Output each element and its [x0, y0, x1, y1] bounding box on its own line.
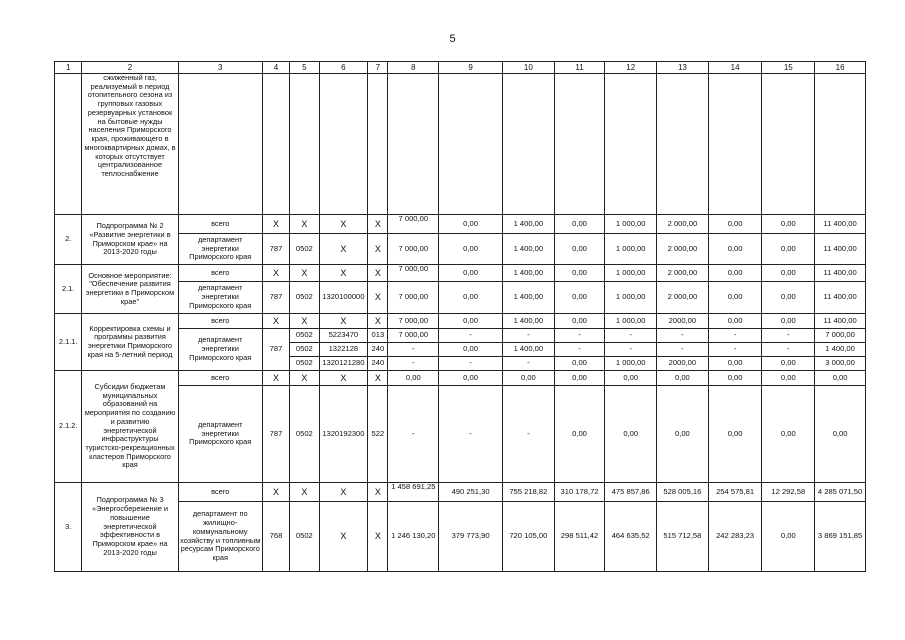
- value-cell: -: [657, 329, 709, 343]
- value-cell: -: [762, 343, 815, 357]
- value-cell: -: [554, 343, 605, 357]
- code-cell: 522: [368, 386, 388, 483]
- page-number: 5: [449, 33, 456, 45]
- code-cell: Х: [319, 502, 368, 572]
- col-header: 16: [815, 62, 866, 74]
- value-cell: 0,00: [657, 386, 709, 483]
- value-cell: -: [708, 329, 762, 343]
- code-cell: 5223470: [319, 329, 368, 343]
- value-cell: 0,00: [815, 371, 866, 386]
- value-cell: 0,00: [815, 386, 866, 483]
- value-cell: 1 000,00: [605, 234, 657, 265]
- value-cell: 254 575,81: [708, 483, 762, 502]
- value-cell: -: [439, 329, 503, 343]
- executor-cell: департамент по жилищно-коммунальному хозяйству и топливным ресурсам Приморского края: [178, 502, 262, 572]
- value-cell: 0,00: [439, 343, 503, 357]
- code-cell: 240: [368, 343, 388, 357]
- value-cell: 0,00: [708, 282, 762, 314]
- value-cell: 464 635,52: [605, 502, 657, 572]
- value-cell: 1 246 130,20: [388, 502, 439, 572]
- value-cell: 1 400,00: [503, 234, 555, 265]
- value-cell: 1 000,00: [605, 282, 657, 314]
- value-cell: 720 105,00: [503, 502, 555, 572]
- value-cell: -: [503, 329, 555, 343]
- code-cell: Х: [290, 215, 319, 234]
- code-cell: 0502: [290, 329, 319, 343]
- value-cell: -: [388, 357, 439, 371]
- code-cell: 0502: [290, 357, 319, 371]
- value-cell: 7 000,00: [815, 329, 866, 343]
- value-cell: 755 218,82: [503, 483, 555, 502]
- code-cell: Х: [368, 483, 388, 502]
- budget-table: [54, 61, 866, 572]
- value-cell: 0,00: [762, 386, 815, 483]
- col-header: 1: [55, 62, 82, 74]
- value-cell: 310 178,72: [554, 483, 605, 502]
- value-cell: 298 511,42: [554, 502, 605, 572]
- value-cell: 1 400,00: [503, 265, 555, 282]
- code-cell: Х: [319, 314, 368, 329]
- row-number: 3.: [55, 483, 82, 572]
- value-cell: 379 773,90: [439, 502, 503, 572]
- code-cell: Х: [319, 265, 368, 282]
- code-cell: 0502: [290, 234, 319, 265]
- value-cell: 0,00: [554, 282, 605, 314]
- executor-cell: всего: [178, 265, 262, 282]
- executor-cell: департамент энергетики Приморского края: [178, 282, 262, 314]
- value-cell: 11 400,00: [815, 215, 866, 234]
- value-cell: 11 400,00: [815, 314, 866, 329]
- col-header: 8: [388, 62, 439, 74]
- value-cell: 0,00: [439, 215, 503, 234]
- value-cell: 0,00: [388, 371, 439, 386]
- value-cell: 0,00: [708, 386, 762, 483]
- code-cell: Х: [319, 483, 368, 502]
- value-cell: 7 000,00: [388, 265, 439, 282]
- col-header: 10: [503, 62, 555, 74]
- code-cell: 0502: [290, 343, 319, 357]
- row-name: сжиженный газ, реализуемый в период отопительного сезона из групповых газовых резервуарных установок на бытовые нужды населения Приморского края, проживающего в многоквартирных домах, в которых отсутствует централизованное теплоснабжение: [82, 74, 178, 215]
- executor-cell: всего: [178, 215, 262, 234]
- code-cell: 787: [262, 234, 289, 265]
- value-cell: 0,00: [439, 265, 503, 282]
- value-cell: 0,00: [554, 265, 605, 282]
- value-cell: -: [762, 329, 815, 343]
- value-cell: 2 000,00: [657, 215, 709, 234]
- value-cell: 0,00: [762, 282, 815, 314]
- code-cell: 0502: [290, 502, 319, 572]
- table-row: [55, 483, 866, 502]
- value-cell: 1 400,00: [503, 282, 555, 314]
- value-cell: 11 400,00: [815, 265, 866, 282]
- value-cell: 0,00: [554, 234, 605, 265]
- value-cell: 2 000,00: [657, 265, 709, 282]
- code-cell: Х: [319, 234, 368, 265]
- value-cell: 1 400,00: [503, 215, 555, 234]
- col-header: 14: [708, 62, 762, 74]
- value-cell: 0,00: [554, 357, 605, 371]
- value-cell: 0,00: [439, 234, 503, 265]
- row-name: Корректировка схемы и программы развития энергетики Приморского края на 5-летний период: [82, 314, 178, 371]
- value-cell: -: [439, 357, 503, 371]
- executor-cell: всего: [178, 371, 262, 386]
- value-cell: 1 458 691,25: [388, 483, 439, 502]
- executor-cell: департамент энергетики Приморского края: [178, 329, 262, 371]
- value-cell: 7 000,00: [388, 215, 439, 234]
- value-cell: 1 400,00: [815, 343, 866, 357]
- value-cell: 0,00: [762, 371, 815, 386]
- code-cell: 787: [262, 386, 289, 483]
- value-cell: 0,00: [554, 314, 605, 329]
- value-cell: 12 292,58: [762, 483, 815, 502]
- value-cell: 0,00: [605, 386, 657, 483]
- table-row: [55, 265, 866, 282]
- code-cell: 1320100000: [319, 282, 368, 314]
- value-cell: 0,00: [708, 357, 762, 371]
- col-header: 9: [439, 62, 503, 74]
- code-cell: Х: [368, 265, 388, 282]
- value-cell: -: [388, 386, 439, 483]
- code-cell: Х: [319, 215, 368, 234]
- value-cell: 7 000,00: [388, 234, 439, 265]
- value-cell: 1 400,00: [503, 343, 555, 357]
- code-cell: Х: [290, 314, 319, 329]
- value-cell: 0,00: [708, 265, 762, 282]
- code-cell: 240: [368, 357, 388, 371]
- value-cell: 1 400,00: [503, 314, 555, 329]
- row-number: 2.1.: [55, 265, 82, 314]
- code-cell: Х: [262, 215, 289, 234]
- value-cell: 0,00: [762, 265, 815, 282]
- row-number: 2.: [55, 215, 82, 265]
- col-header: 11: [554, 62, 605, 74]
- value-cell: 0,00: [762, 502, 815, 572]
- value-cell: -: [554, 329, 605, 343]
- code-cell: Х: [368, 234, 388, 265]
- row-name: Основное мероприятие: "Обеспечение развития энергетики в Приморском крае": [82, 265, 178, 314]
- value-cell: -: [605, 343, 657, 357]
- value-cell: 7 000,00: [388, 329, 439, 343]
- continuation-row: [55, 74, 866, 215]
- col-header: 3: [178, 62, 262, 74]
- table-row: [55, 314, 866, 329]
- value-cell: 2000,00: [657, 357, 709, 371]
- value-cell: -: [657, 343, 709, 357]
- value-cell: 475 857,86: [605, 483, 657, 502]
- value-cell: 11 400,00: [815, 234, 866, 265]
- table-row: [55, 371, 866, 386]
- value-cell: 11 400,00: [815, 282, 866, 314]
- value-cell: 0,00: [708, 314, 762, 329]
- value-cell: 0,00: [708, 234, 762, 265]
- value-cell: 242 283,23: [708, 502, 762, 572]
- value-cell: 2 000,00: [657, 282, 709, 314]
- value-cell: 1 000,00: [605, 357, 657, 371]
- code-cell: 013: [368, 329, 388, 343]
- value-cell: 0,00: [503, 371, 555, 386]
- col-header: 7: [368, 62, 388, 74]
- value-cell: 4 285 071,50: [815, 483, 866, 502]
- value-cell: 7 000,00: [388, 314, 439, 329]
- value-cell: 0,00: [554, 371, 605, 386]
- value-cell: -: [605, 329, 657, 343]
- value-cell: 1 000,00: [605, 265, 657, 282]
- value-cell: 0,00: [762, 215, 815, 234]
- code-cell: Х: [368, 314, 388, 329]
- code-cell: Х: [262, 483, 289, 502]
- value-cell: 1 000,00: [605, 314, 657, 329]
- code-cell: 787: [262, 282, 289, 314]
- value-cell: 2 000,00: [657, 234, 709, 265]
- value-cell: 0,00: [762, 234, 815, 265]
- row-number: [55, 74, 82, 215]
- value-cell: 490 251,30: [439, 483, 503, 502]
- column-number-row: [55, 62, 866, 74]
- row-number: 2.1.2.: [55, 371, 82, 483]
- code-cell: 0502: [290, 386, 319, 483]
- code-cell: Х: [319, 371, 368, 386]
- executor-cell: всего: [178, 314, 262, 329]
- code-cell: Х: [290, 371, 319, 386]
- code-cell: 1322128: [319, 343, 368, 357]
- executor-cell: всего: [178, 483, 262, 502]
- value-cell: -: [708, 343, 762, 357]
- value-cell: 0,00: [708, 371, 762, 386]
- value-cell: 0,00: [554, 215, 605, 234]
- col-header: 15: [762, 62, 815, 74]
- code-cell: Х: [262, 314, 289, 329]
- value-cell: 515 712,58: [657, 502, 709, 572]
- value-cell: 7 000,00: [388, 282, 439, 314]
- row-name: Подпрограмма № 3 «Энергосбережение и повышение энергетической эффективности в Приморском крае» на 2013-2020 годы: [82, 483, 178, 572]
- value-cell: 0,00: [439, 282, 503, 314]
- value-cell: 0,00: [657, 371, 709, 386]
- code-cell: 787: [262, 329, 289, 371]
- value-cell: 0,00: [605, 371, 657, 386]
- value-cell: 528 005,16: [657, 483, 709, 502]
- code-cell: Х: [368, 371, 388, 386]
- value-cell: 0,00: [762, 314, 815, 329]
- col-header: 4: [262, 62, 289, 74]
- value-cell: 2000,00: [657, 314, 709, 329]
- code-cell: 0502: [290, 282, 319, 314]
- code-cell: 768: [262, 502, 289, 572]
- executor-cell: департамент энергетики Приморского края: [178, 234, 262, 265]
- code-cell: Х: [290, 483, 319, 502]
- code-cell: Х: [368, 282, 388, 314]
- value-cell: -: [388, 343, 439, 357]
- code-cell: Х: [368, 502, 388, 572]
- row-number: 2.1.1.: [55, 314, 82, 371]
- value-cell: 3 000,00: [815, 357, 866, 371]
- value-cell: -: [503, 386, 555, 483]
- code-cell: Х: [290, 265, 319, 282]
- value-cell: 0,00: [439, 314, 503, 329]
- col-header: 13: [657, 62, 709, 74]
- col-header: 6: [319, 62, 368, 74]
- table-row: [55, 215, 866, 234]
- executor-cell: департамент энергетики Приморского края: [178, 386, 262, 483]
- col-header: 5: [290, 62, 319, 74]
- row-name: Субсидии бюджетам муниципальных образований на мероприятия по созданию и развитию энергетической инфраструктуры туристско-рекреационных кластеров Приморского края: [82, 371, 178, 483]
- col-header: 2: [82, 62, 178, 74]
- code-cell: Х: [262, 371, 289, 386]
- value-cell: 0,00: [439, 371, 503, 386]
- col-header: 12: [605, 62, 657, 74]
- code-cell: Х: [262, 265, 289, 282]
- value-cell: 1 000,00: [605, 215, 657, 234]
- value-cell: 0,00: [762, 357, 815, 371]
- value-cell: -: [439, 386, 503, 483]
- value-cell: 3 869 151,85: [815, 502, 866, 572]
- code-cell: Х: [368, 215, 388, 234]
- row-name: Подпрограмма № 2 «Развитие энергетики в Приморском крае» на 2013-2020 годы: [82, 215, 178, 265]
- value-cell: 0,00: [554, 386, 605, 483]
- code-cell: 1320192300: [319, 386, 368, 483]
- value-cell: -: [503, 357, 555, 371]
- code-cell: 1320121280: [319, 357, 368, 371]
- value-cell: 0,00: [708, 215, 762, 234]
